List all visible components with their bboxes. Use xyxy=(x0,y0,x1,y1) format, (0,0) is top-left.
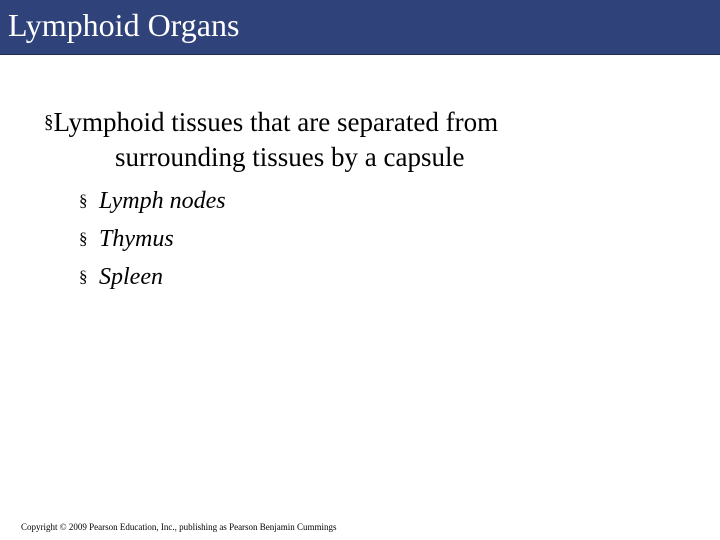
sub-bullet-label: Thymus xyxy=(99,226,174,252)
sub-bullet-list xyxy=(79,182,226,296)
sub-bullet-label: Lymph nodes xyxy=(99,188,226,214)
slide-title: Lymphoid Organs xyxy=(8,7,240,43)
bullet-marker-icon: § xyxy=(44,112,54,133)
sub-bullet-spleen xyxy=(79,258,226,296)
main-bullet-line-1: Lymphoid tissues that are separated from xyxy=(53,107,499,137)
sub-bullet-label: Spleen xyxy=(99,264,163,290)
bullet-marker-icon: § xyxy=(79,191,88,210)
bullet-marker-icon: § xyxy=(79,267,88,286)
main-bullet-line-2: surrounding tissues by a capsule xyxy=(115,142,465,172)
sub-bullet-thymus xyxy=(79,220,226,258)
main-bullet xyxy=(44,105,664,175)
bullet-marker-icon: § xyxy=(79,229,88,248)
copyright-footer: Copyright © 2009 Pearson Education, Inc., publishing as Pearson Benjamin Cummings xyxy=(21,522,337,532)
sub-bullet-lymph-nodes xyxy=(79,182,226,220)
title-bar xyxy=(0,0,720,55)
